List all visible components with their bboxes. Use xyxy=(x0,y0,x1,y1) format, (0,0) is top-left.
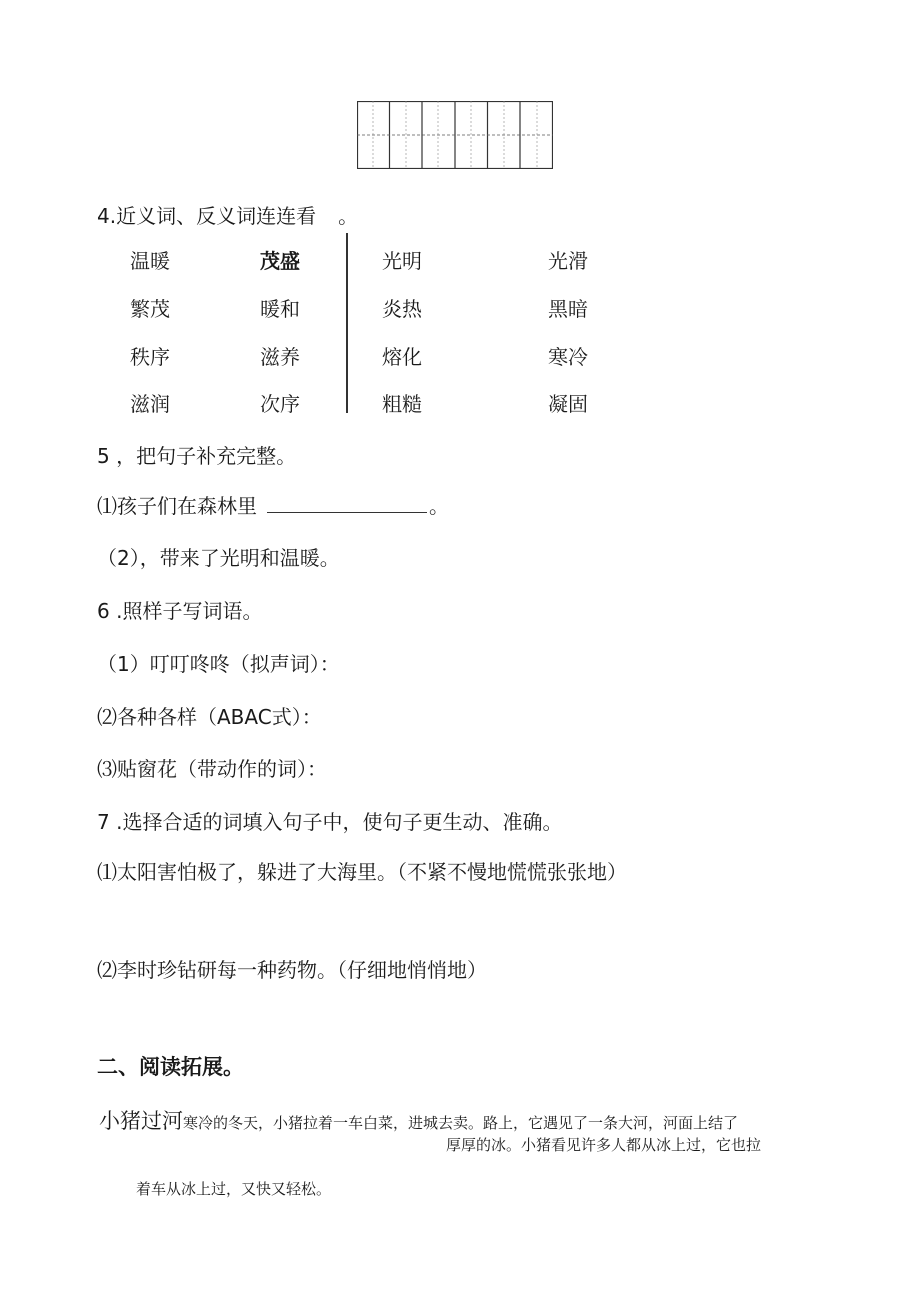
q5-title: 5 ，把句子补充完整。 xyxy=(97,444,297,468)
word-item[interactable]: 光明 xyxy=(382,249,422,273)
q6-title: 6 .照样子写词语。 xyxy=(97,599,263,623)
word-item[interactable]: 滋养 xyxy=(260,345,300,369)
word-item[interactable]: 黑暗 xyxy=(548,297,588,321)
word-item[interactable]: 炎热 xyxy=(382,297,422,321)
q7-title: 7 .选择合适的词填入句子中，使句子更生动、准确。 xyxy=(97,810,563,834)
q5-item-1: ⑴孩子们在森林里 。 xyxy=(97,494,449,518)
story-text-line: 厚厚的冰。小猪看见许多人都从冰上过，它也拉 xyxy=(446,1136,762,1154)
story-first-line xyxy=(99,1105,738,1135)
q7-item-2: ⑵李时珍钻研每一种药物。（仔细地悄悄地） xyxy=(97,958,487,982)
q7-item-1: ⑴太阳害怕极了，躲进了大海里。（不紧不慢地慌慌张张地） xyxy=(97,860,627,884)
character-writing-grid xyxy=(357,101,553,169)
q6-item-1: （1）叮叮咚咚（拟声词）： xyxy=(97,652,340,676)
story-text-line: 寒冷的冬天，小猪拉着一车白菜，进城去卖。路上，它遇见了一条大河，河面上结了 xyxy=(183,1114,739,1132)
word-item[interactable]: 秩序 xyxy=(130,345,170,369)
word-item[interactable]: 熔化 xyxy=(382,345,422,369)
word-item[interactable]: 滋润 xyxy=(130,392,170,416)
q6-item-3: ⑶贴窗花（带动作的词）： xyxy=(97,757,327,781)
section-heading: 二、阅读拓展。 xyxy=(97,1055,244,1079)
story-title: 小猪过河 xyxy=(99,1109,183,1133)
word-item[interactable]: 次序 xyxy=(260,392,300,416)
word-item[interactable]: 粗糙 xyxy=(382,392,422,416)
q6-item-2: ⑵各种各样（ABAC式）： xyxy=(97,705,322,729)
word-item[interactable]: 温暖 xyxy=(130,249,170,273)
word-item[interactable]: 凝固 xyxy=(548,392,588,416)
word-item[interactable]: 寒冷 xyxy=(548,345,588,369)
column-divider xyxy=(346,233,348,413)
word-item[interactable]: 茂盛 xyxy=(260,249,300,273)
q5-item-2: （2），带来了光明和温暖。 xyxy=(97,546,340,570)
story-text-line: 着车从冰上过，又快又轻松。 xyxy=(136,1180,332,1198)
word-item[interactable]: 暖和 xyxy=(260,297,300,321)
answer-blank[interactable] xyxy=(267,496,427,513)
word-item[interactable]: 光滑 xyxy=(548,249,588,273)
q4-title: 4.近义词、反义词连连看 。 xyxy=(97,204,359,228)
word-item[interactable]: 繁茂 xyxy=(130,297,170,321)
